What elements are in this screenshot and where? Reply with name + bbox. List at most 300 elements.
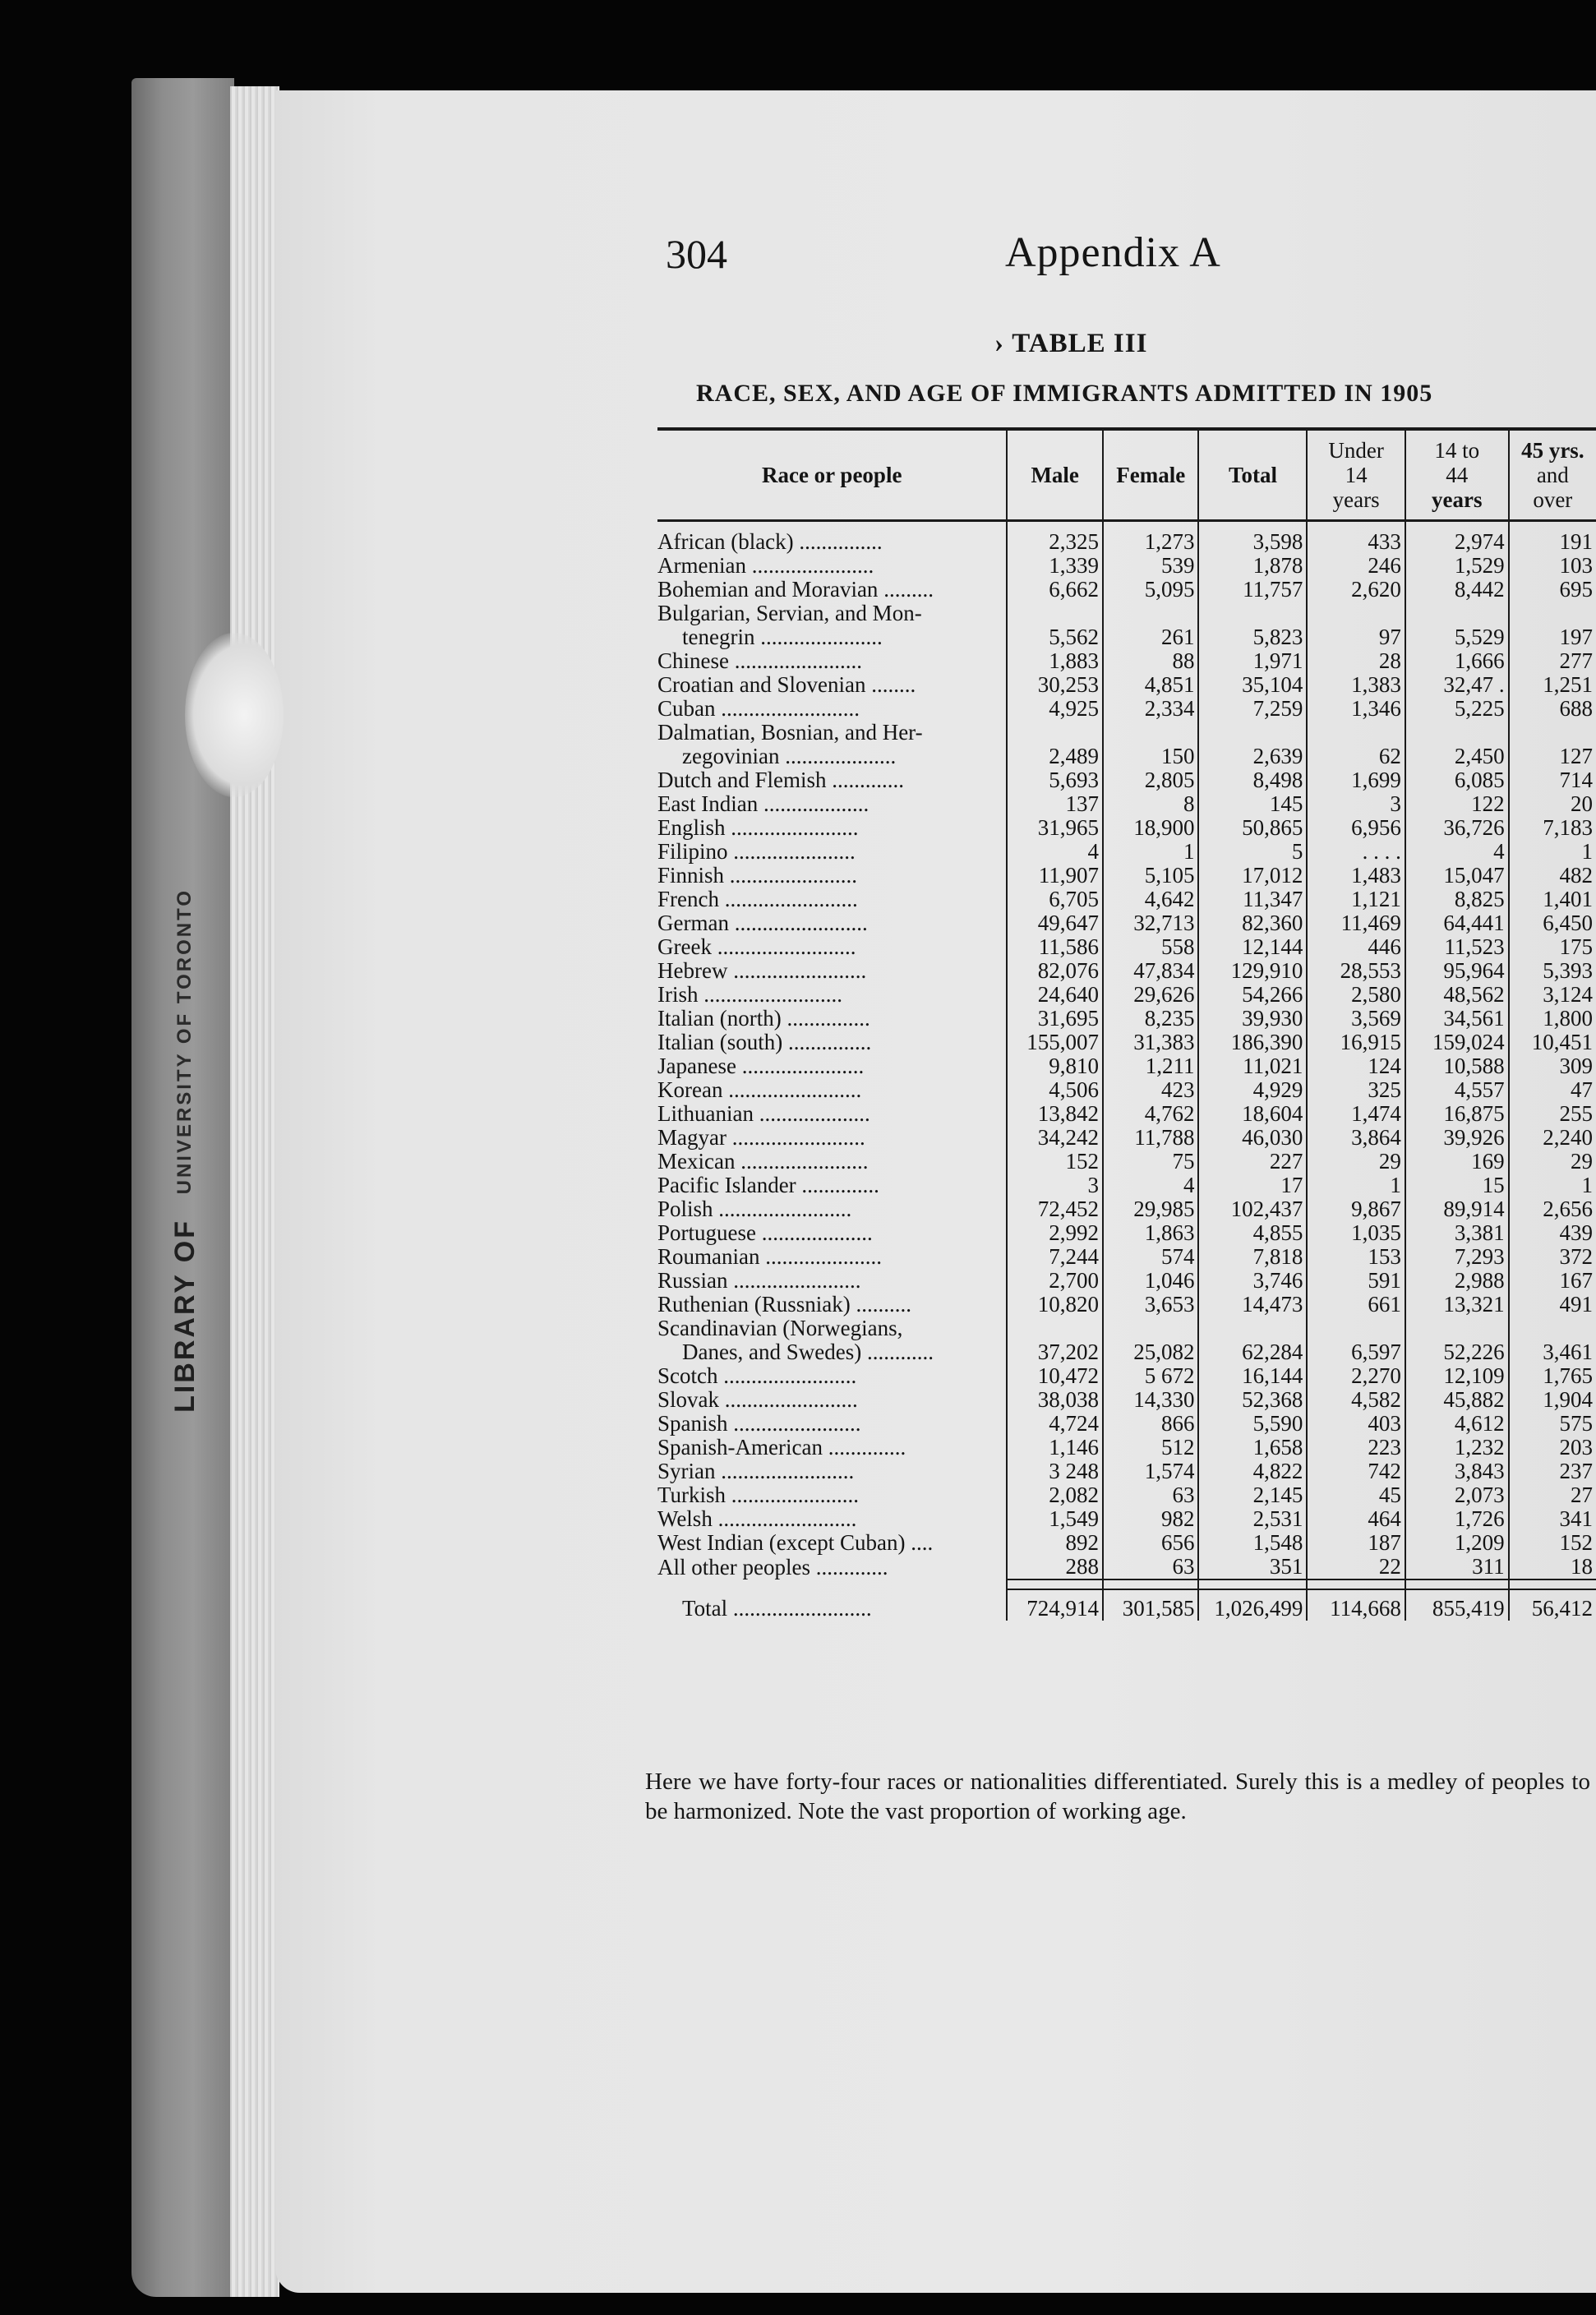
cell-female: 866 bbox=[1103, 1412, 1199, 1436]
cell-female: 14,330 bbox=[1103, 1388, 1199, 1412]
running-head: Appendix A bbox=[1005, 229, 1221, 276]
cell-female: 29,985 bbox=[1103, 1197, 1199, 1221]
cell-age14to44: 1,232 bbox=[1405, 1436, 1509, 1460]
cell-age14to44: 15 bbox=[1405, 1174, 1509, 1197]
table-row bbox=[657, 745, 1596, 768]
race-cell bbox=[657, 1054, 1007, 1078]
cell-under14: 153 bbox=[1307, 1245, 1405, 1269]
cell-age45: 255 bbox=[1509, 1102, 1596, 1126]
cell-total: 2,531 bbox=[1198, 1507, 1307, 1531]
cell-male: 1,549 bbox=[1007, 1507, 1103, 1531]
cell-age45: 482 bbox=[1509, 864, 1596, 888]
page-edges bbox=[230, 86, 279, 2297]
cell-total: 186,390 bbox=[1198, 1031, 1307, 1054]
leader-dots: ........................ bbox=[717, 1363, 857, 1388]
immigrants-table bbox=[657, 427, 1596, 1621]
cell-male: 2,082 bbox=[1007, 1483, 1103, 1507]
race-label: Italian (south) bbox=[657, 1030, 783, 1054]
table-row bbox=[657, 625, 1596, 649]
cell-age14to44: 10,588 bbox=[1405, 1054, 1509, 1078]
cell-male: 10,472 bbox=[1007, 1364, 1103, 1388]
race-cell bbox=[657, 792, 1007, 816]
race-label: Welsh bbox=[657, 1506, 713, 1531]
race-label: Russian bbox=[657, 1268, 728, 1293]
cell-female: 2,805 bbox=[1103, 768, 1199, 792]
cell-age45: 1 bbox=[1509, 840, 1596, 864]
race-cell bbox=[657, 959, 1007, 983]
header-line: years bbox=[1332, 487, 1380, 512]
race-cell bbox=[657, 1269, 1007, 1293]
race-label: Lithuanian bbox=[657, 1101, 754, 1126]
cell-age14to44: 855,419 bbox=[1405, 1589, 1509, 1621]
cell-female: 75 bbox=[1103, 1150, 1199, 1174]
cell-total: 3,598 bbox=[1198, 530, 1307, 554]
leader-dots: .................... bbox=[779, 744, 897, 768]
table-row bbox=[657, 1507, 1596, 1531]
cell-age45: 152 bbox=[1509, 1531, 1596, 1555]
race-label: Portuguese bbox=[657, 1220, 756, 1245]
cell-male: 31,695 bbox=[1007, 1007, 1103, 1031]
race-cell bbox=[657, 1589, 1007, 1621]
cell-under14: 1,346 bbox=[1307, 697, 1405, 721]
leader-dots: ........................ bbox=[713, 1197, 852, 1221]
cell-age45: 18 bbox=[1509, 1555, 1596, 1579]
leader-dots: .............. bbox=[796, 1173, 879, 1197]
cell-age14to44: 7,293 bbox=[1405, 1245, 1509, 1269]
leader-dots: ............... bbox=[793, 529, 883, 554]
cell-female: 1,574 bbox=[1103, 1460, 1199, 1483]
cell-female: 423 bbox=[1103, 1078, 1199, 1102]
cell-female bbox=[1103, 721, 1199, 745]
cell-under14: 45 bbox=[1307, 1483, 1405, 1507]
cell-under14: 62 bbox=[1307, 745, 1405, 768]
cell-female: 88 bbox=[1103, 649, 1199, 673]
cell-female: 63 bbox=[1103, 1483, 1199, 1507]
cell-under14: 446 bbox=[1307, 935, 1405, 959]
cell-under14: 2,270 bbox=[1307, 1364, 1405, 1388]
race-cell bbox=[657, 816, 1007, 840]
cell-female: 32,713 bbox=[1103, 911, 1199, 935]
race-cell bbox=[657, 1460, 1007, 1483]
header-under-14 bbox=[1307, 429, 1405, 521]
cell-age14to44: 1,666 bbox=[1405, 649, 1509, 673]
cell-male: 82,076 bbox=[1007, 959, 1103, 983]
table-row bbox=[657, 1436, 1596, 1460]
cell-female bbox=[1103, 1317, 1199, 1340]
leader-dots: ................... bbox=[758, 791, 869, 816]
cell-male: 72,452 bbox=[1007, 1197, 1103, 1221]
leader-dots: ........................ bbox=[718, 887, 858, 911]
cell-age45: 2,240 bbox=[1509, 1126, 1596, 1150]
cell-total: 5,823 bbox=[1198, 625, 1307, 649]
race-label: African (black) bbox=[657, 529, 794, 554]
cell-under14: 28 bbox=[1307, 649, 1405, 673]
cell-total: 46,030 bbox=[1198, 1126, 1307, 1150]
cell-female: 4,762 bbox=[1103, 1102, 1199, 1126]
leader-dots: ...................... bbox=[736, 1054, 865, 1078]
cell-age14to44 bbox=[1405, 602, 1509, 625]
cell-male: 2,489 bbox=[1007, 745, 1103, 768]
race-cell bbox=[657, 530, 1007, 554]
cell-under14: 1,383 bbox=[1307, 673, 1405, 697]
immigrants-table-wrapper bbox=[657, 427, 1596, 1621]
cell-age45: 7,183 bbox=[1509, 816, 1596, 840]
leader-dots: ..................... bbox=[759, 1244, 882, 1269]
leader-dots: ........................ bbox=[726, 1125, 865, 1150]
cell-female: 31,383 bbox=[1103, 1031, 1199, 1054]
cell-age14to44: 2,073 bbox=[1405, 1483, 1509, 1507]
table-row bbox=[657, 578, 1596, 602]
race-cell bbox=[657, 1507, 1007, 1531]
race-cell bbox=[657, 1126, 1007, 1150]
cell-under14: 403 bbox=[1307, 1412, 1405, 1436]
spine-label: UNIVERSITY OF TORONTO bbox=[173, 888, 196, 1195]
race-label: Bulgarian, Servian, and Mon- bbox=[657, 601, 922, 625]
race-label: Armenian bbox=[657, 553, 746, 578]
cell-age45: 27 bbox=[1509, 1483, 1596, 1507]
cell-female: 512 bbox=[1103, 1436, 1199, 1460]
race-cell bbox=[657, 1174, 1007, 1197]
race-cell bbox=[657, 1150, 1007, 1174]
cell-age14to44: 36,726 bbox=[1405, 816, 1509, 840]
race-label: Chinese bbox=[657, 648, 729, 673]
cell-male: 34,242 bbox=[1007, 1126, 1103, 1150]
cell-female: 4,642 bbox=[1103, 888, 1199, 911]
table-row bbox=[657, 1340, 1596, 1364]
header-line: 14 to bbox=[1434, 438, 1480, 463]
cell-age14to44: 5,529 bbox=[1405, 625, 1509, 649]
cell-total: 227 bbox=[1198, 1150, 1307, 1174]
table-row bbox=[657, 1412, 1596, 1436]
cell-age45: 575 bbox=[1509, 1412, 1596, 1436]
cell-age45: 695 bbox=[1509, 578, 1596, 602]
cell-age14to44: 12,109 bbox=[1405, 1364, 1509, 1388]
leader-dots: ........................ bbox=[722, 1077, 862, 1102]
cell-age45: 203 bbox=[1509, 1436, 1596, 1460]
cell-total: 2,639 bbox=[1198, 745, 1307, 768]
cell-age45: 1 bbox=[1509, 1174, 1596, 1197]
total-row bbox=[657, 1589, 1596, 1621]
race-label: All other peoples bbox=[657, 1554, 810, 1579]
cell-total: 7,818 bbox=[1198, 1245, 1307, 1269]
table-row bbox=[657, 1197, 1596, 1221]
cell-total: 351 bbox=[1198, 1555, 1307, 1579]
table-row bbox=[657, 1174, 1596, 1197]
race-cell bbox=[657, 697, 1007, 721]
cell-female: 5 672 bbox=[1103, 1364, 1199, 1388]
cell-female: 4,851 bbox=[1103, 673, 1199, 697]
cell-under14 bbox=[1307, 602, 1405, 625]
cell-age45: 47 bbox=[1509, 1078, 1596, 1102]
page-header-area bbox=[649, 222, 1596, 296]
cell-age45: 1,800 bbox=[1509, 1007, 1596, 1031]
leader-dots: ....................... bbox=[727, 1411, 861, 1436]
cell-under14: 246 bbox=[1307, 554, 1405, 578]
cell-under14: 464 bbox=[1307, 1507, 1405, 1531]
cell-total: 16,144 bbox=[1198, 1364, 1307, 1388]
table-body bbox=[657, 521, 1596, 1621]
cell-age14to44: 15,047 bbox=[1405, 864, 1509, 888]
table-row bbox=[657, 721, 1596, 745]
cell-male: 3 248 bbox=[1007, 1460, 1103, 1483]
spine-label: LIBRARY OF bbox=[168, 1219, 201, 1413]
table-row bbox=[657, 554, 1596, 578]
cell-female: 47,834 bbox=[1103, 959, 1199, 983]
cell-under14: 1,121 bbox=[1307, 888, 1405, 911]
race-label: Magyar bbox=[657, 1125, 727, 1150]
cell-total: 1,971 bbox=[1198, 649, 1307, 673]
leader-dots: ...................... bbox=[727, 839, 856, 864]
leader-dots: ......................... bbox=[711, 934, 856, 959]
race-label: Roumanian bbox=[657, 1244, 760, 1269]
header-line: and bbox=[1536, 463, 1569, 487]
cell-under14: 29 bbox=[1307, 1150, 1405, 1174]
cell-age14to44: 64,441 bbox=[1405, 911, 1509, 935]
cell-age14to44: 34,561 bbox=[1405, 1007, 1509, 1031]
cell-total bbox=[1198, 721, 1307, 745]
table-row bbox=[657, 911, 1596, 935]
cell-male: 6,705 bbox=[1007, 888, 1103, 911]
cell-age45: 688 bbox=[1509, 697, 1596, 721]
cell-male bbox=[1007, 1317, 1103, 1340]
race-cell bbox=[657, 721, 1007, 745]
cell-under14: 16,915 bbox=[1307, 1031, 1405, 1054]
race-cell bbox=[657, 1245, 1007, 1269]
cell-age14to44: 4 bbox=[1405, 840, 1509, 864]
race-label: Turkish bbox=[657, 1483, 727, 1507]
cell-under14: 11,469 bbox=[1307, 911, 1405, 935]
race-cell bbox=[657, 1293, 1007, 1317]
cell-total: 17 bbox=[1198, 1174, 1307, 1197]
cell-female: 656 bbox=[1103, 1531, 1199, 1555]
cell-total: 12,144 bbox=[1198, 935, 1307, 959]
leader-dots: .... bbox=[905, 1530, 934, 1555]
race-label: Pacific Islander bbox=[657, 1173, 796, 1197]
table-row bbox=[657, 1317, 1596, 1340]
race-label: Italian (north) bbox=[657, 1006, 782, 1031]
cell-male: 155,007 bbox=[1007, 1031, 1103, 1054]
race-label: Hebrew bbox=[657, 958, 728, 983]
cell-male: 37,202 bbox=[1007, 1340, 1103, 1364]
cell-male: 1,339 bbox=[1007, 554, 1103, 578]
cell-age45: 10,451 bbox=[1509, 1031, 1596, 1054]
table-row bbox=[657, 888, 1596, 911]
table-row bbox=[657, 959, 1596, 983]
cell-female: 1 bbox=[1103, 840, 1199, 864]
table-row bbox=[657, 792, 1596, 816]
cell-age14to44: 39,926 bbox=[1405, 1126, 1509, 1150]
cell-female: 150 bbox=[1103, 745, 1199, 768]
race-cell bbox=[657, 1388, 1007, 1412]
header-line: 45 yrs. bbox=[1521, 438, 1584, 463]
cell-male: 2,700 bbox=[1007, 1269, 1103, 1293]
cell-age14to44: 16,875 bbox=[1405, 1102, 1509, 1126]
cell-age14to44: 2,974 bbox=[1405, 530, 1509, 554]
cell-under14: 742 bbox=[1307, 1460, 1405, 1483]
header-race: Race or people bbox=[657, 429, 1007, 521]
cell-total: 11,757 bbox=[1198, 578, 1307, 602]
cell-age14to44: 1,529 bbox=[1405, 554, 1509, 578]
cell-total: 4,855 bbox=[1198, 1221, 1307, 1245]
cell-under14: 433 bbox=[1307, 530, 1405, 554]
header-14-to-44 bbox=[1405, 429, 1509, 521]
cell-age14to44: 169 bbox=[1405, 1150, 1509, 1174]
race-label: Scandinavian (Norwegians, bbox=[657, 1316, 903, 1340]
cell-total: 7,259 bbox=[1198, 697, 1307, 721]
table-row bbox=[657, 1126, 1596, 1150]
cell-age14to44: 8,825 bbox=[1405, 888, 1509, 911]
cell-age45: 1,251 bbox=[1509, 673, 1596, 697]
race-cell bbox=[657, 864, 1007, 888]
cell-age14to44: 311 bbox=[1405, 1555, 1509, 1579]
cell-age45: 6,450 bbox=[1509, 911, 1596, 935]
cell-total: 145 bbox=[1198, 792, 1307, 816]
race-cell bbox=[657, 602, 1007, 625]
cell-under14: 6,956 bbox=[1307, 816, 1405, 840]
cell-under14: 4,582 bbox=[1307, 1388, 1405, 1412]
cell-under14: 6,597 bbox=[1307, 1340, 1405, 1364]
race-label: West Indian (except Cuban) bbox=[657, 1530, 906, 1555]
race-label: Spanish bbox=[657, 1411, 728, 1436]
race-cell bbox=[657, 1221, 1007, 1245]
cell-male: 4 bbox=[1007, 840, 1103, 864]
cell-age14to44: 6,085 bbox=[1405, 768, 1509, 792]
race-label: East Indian bbox=[657, 791, 759, 816]
cell-under14: 1,474 bbox=[1307, 1102, 1405, 1126]
cell-female bbox=[1103, 602, 1199, 625]
cell-female: 558 bbox=[1103, 935, 1199, 959]
cell-age45: 341 bbox=[1509, 1507, 1596, 1531]
cell-age14to44: 122 bbox=[1405, 792, 1509, 816]
cell-under14: 591 bbox=[1307, 1269, 1405, 1293]
table-row bbox=[657, 816, 1596, 840]
cell-age14to44: 52,226 bbox=[1405, 1340, 1509, 1364]
cell-age45 bbox=[1509, 1317, 1596, 1340]
leader-dots: .................... bbox=[753, 1101, 870, 1126]
cell-male bbox=[1007, 721, 1103, 745]
cell-female: 2,334 bbox=[1103, 697, 1199, 721]
cell-male: 892 bbox=[1007, 1531, 1103, 1555]
header-line: 44 bbox=[1446, 463, 1469, 487]
footnote: Here we have forty-four races or nationalities differentiated. Surely this is a medley of peoples to be harmonized. Note the vast proportion of working age. bbox=[645, 1769, 1590, 1824]
cell-age14to44: 45,882 bbox=[1405, 1388, 1509, 1412]
cell-male: 31,965 bbox=[1007, 816, 1103, 840]
cell-under14: 1,483 bbox=[1307, 864, 1405, 888]
cell-total: 82,360 bbox=[1198, 911, 1307, 935]
cell-female: 982 bbox=[1103, 1507, 1199, 1531]
cell-age45: 175 bbox=[1509, 935, 1596, 959]
cell-total: 1,026,499 bbox=[1198, 1589, 1307, 1621]
cell-age45: 1,401 bbox=[1509, 888, 1596, 911]
race-label: Irish bbox=[657, 982, 699, 1007]
cell-under14: 3 bbox=[1307, 792, 1405, 816]
leader-dots: ...................... bbox=[745, 553, 874, 578]
cell-age45: 277 bbox=[1509, 649, 1596, 673]
race-cell bbox=[657, 768, 1007, 792]
table-row bbox=[657, 840, 1596, 864]
race-cell bbox=[657, 1007, 1007, 1031]
cell-age14to44: 95,964 bbox=[1405, 959, 1509, 983]
race-label: Slovak bbox=[657, 1387, 720, 1412]
cell-male: 2,325 bbox=[1007, 530, 1103, 554]
header-45-and-over bbox=[1509, 429, 1596, 521]
leader-dots: ....................... bbox=[726, 1483, 860, 1507]
race-label: Croatian and Slovenian bbox=[657, 672, 866, 697]
cell-male: 4,724 bbox=[1007, 1412, 1103, 1436]
table-row bbox=[657, 1054, 1596, 1078]
race-label: Dutch and Flemish bbox=[657, 768, 827, 792]
race-cell bbox=[657, 983, 1007, 1007]
race-cell bbox=[657, 1412, 1007, 1436]
cell-age45 bbox=[1509, 602, 1596, 625]
cell-male: 288 bbox=[1007, 1555, 1103, 1579]
cell-male: 5,693 bbox=[1007, 768, 1103, 792]
leader-dots: ...................... bbox=[754, 625, 883, 649]
cell-male: 4,925 bbox=[1007, 697, 1103, 721]
table-row bbox=[657, 983, 1596, 1007]
cell-age45: 3,461 bbox=[1509, 1340, 1596, 1364]
cell-age45: 191 bbox=[1509, 530, 1596, 554]
table-row bbox=[657, 1293, 1596, 1317]
page-header bbox=[649, 222, 1596, 296]
leader-dots: ............. bbox=[810, 1554, 888, 1579]
cell-male: 30,253 bbox=[1007, 673, 1103, 697]
race-label: Danes, and Swedes) bbox=[682, 1340, 862, 1364]
race-label: zegovinian bbox=[682, 744, 780, 768]
cell-age45 bbox=[1509, 721, 1596, 745]
leader-dots: ......... bbox=[878, 577, 934, 602]
header-line: 14 bbox=[1345, 463, 1368, 487]
leader-dots: ....................... bbox=[735, 1149, 869, 1174]
header-line: years bbox=[1432, 487, 1483, 512]
race-label: Japanese bbox=[657, 1054, 736, 1078]
page-clip-shadow bbox=[185, 633, 284, 797]
leader-dots: ......................... bbox=[727, 1595, 872, 1621]
race-label: French bbox=[657, 887, 719, 911]
cell-male: 2,992 bbox=[1007, 1221, 1103, 1245]
leader-dots: .................... bbox=[755, 1220, 873, 1245]
cell-male: 3 bbox=[1007, 1174, 1103, 1197]
cell-age45: 372 bbox=[1509, 1245, 1596, 1269]
cell-under14 bbox=[1307, 721, 1405, 745]
cell-male bbox=[1007, 602, 1103, 625]
cell-total: 17,012 bbox=[1198, 864, 1307, 888]
cell-under14 bbox=[1307, 1317, 1405, 1340]
race-cell bbox=[657, 1364, 1007, 1388]
race-cell bbox=[657, 935, 1007, 959]
race-cell bbox=[657, 673, 1007, 697]
cell-female: 5,095 bbox=[1103, 578, 1199, 602]
cell-age14to44: 3,381 bbox=[1405, 1221, 1509, 1245]
leader-dots: ........................ bbox=[727, 958, 867, 983]
race-label: Mexican bbox=[657, 1149, 736, 1174]
cell-female: 1,046 bbox=[1103, 1269, 1199, 1293]
cell-age14to44: 13,321 bbox=[1405, 1293, 1509, 1317]
cell-under14: 661 bbox=[1307, 1293, 1405, 1317]
cell-female: 1,273 bbox=[1103, 530, 1199, 554]
cell-total: 3,746 bbox=[1198, 1269, 1307, 1293]
cell-age45: 714 bbox=[1509, 768, 1596, 792]
race-cell bbox=[657, 1340, 1007, 1364]
cell-age14to44: 1,726 bbox=[1405, 1507, 1509, 1531]
cell-male: 152 bbox=[1007, 1150, 1103, 1174]
cell-total: 11,347 bbox=[1198, 888, 1307, 911]
cell-age45: 309 bbox=[1509, 1054, 1596, 1078]
leader-dots: ....................... bbox=[724, 863, 858, 888]
cell-female: 1,863 bbox=[1103, 1221, 1199, 1245]
cell-male: 10,820 bbox=[1007, 1293, 1103, 1317]
cell-age45: 491 bbox=[1509, 1293, 1596, 1317]
